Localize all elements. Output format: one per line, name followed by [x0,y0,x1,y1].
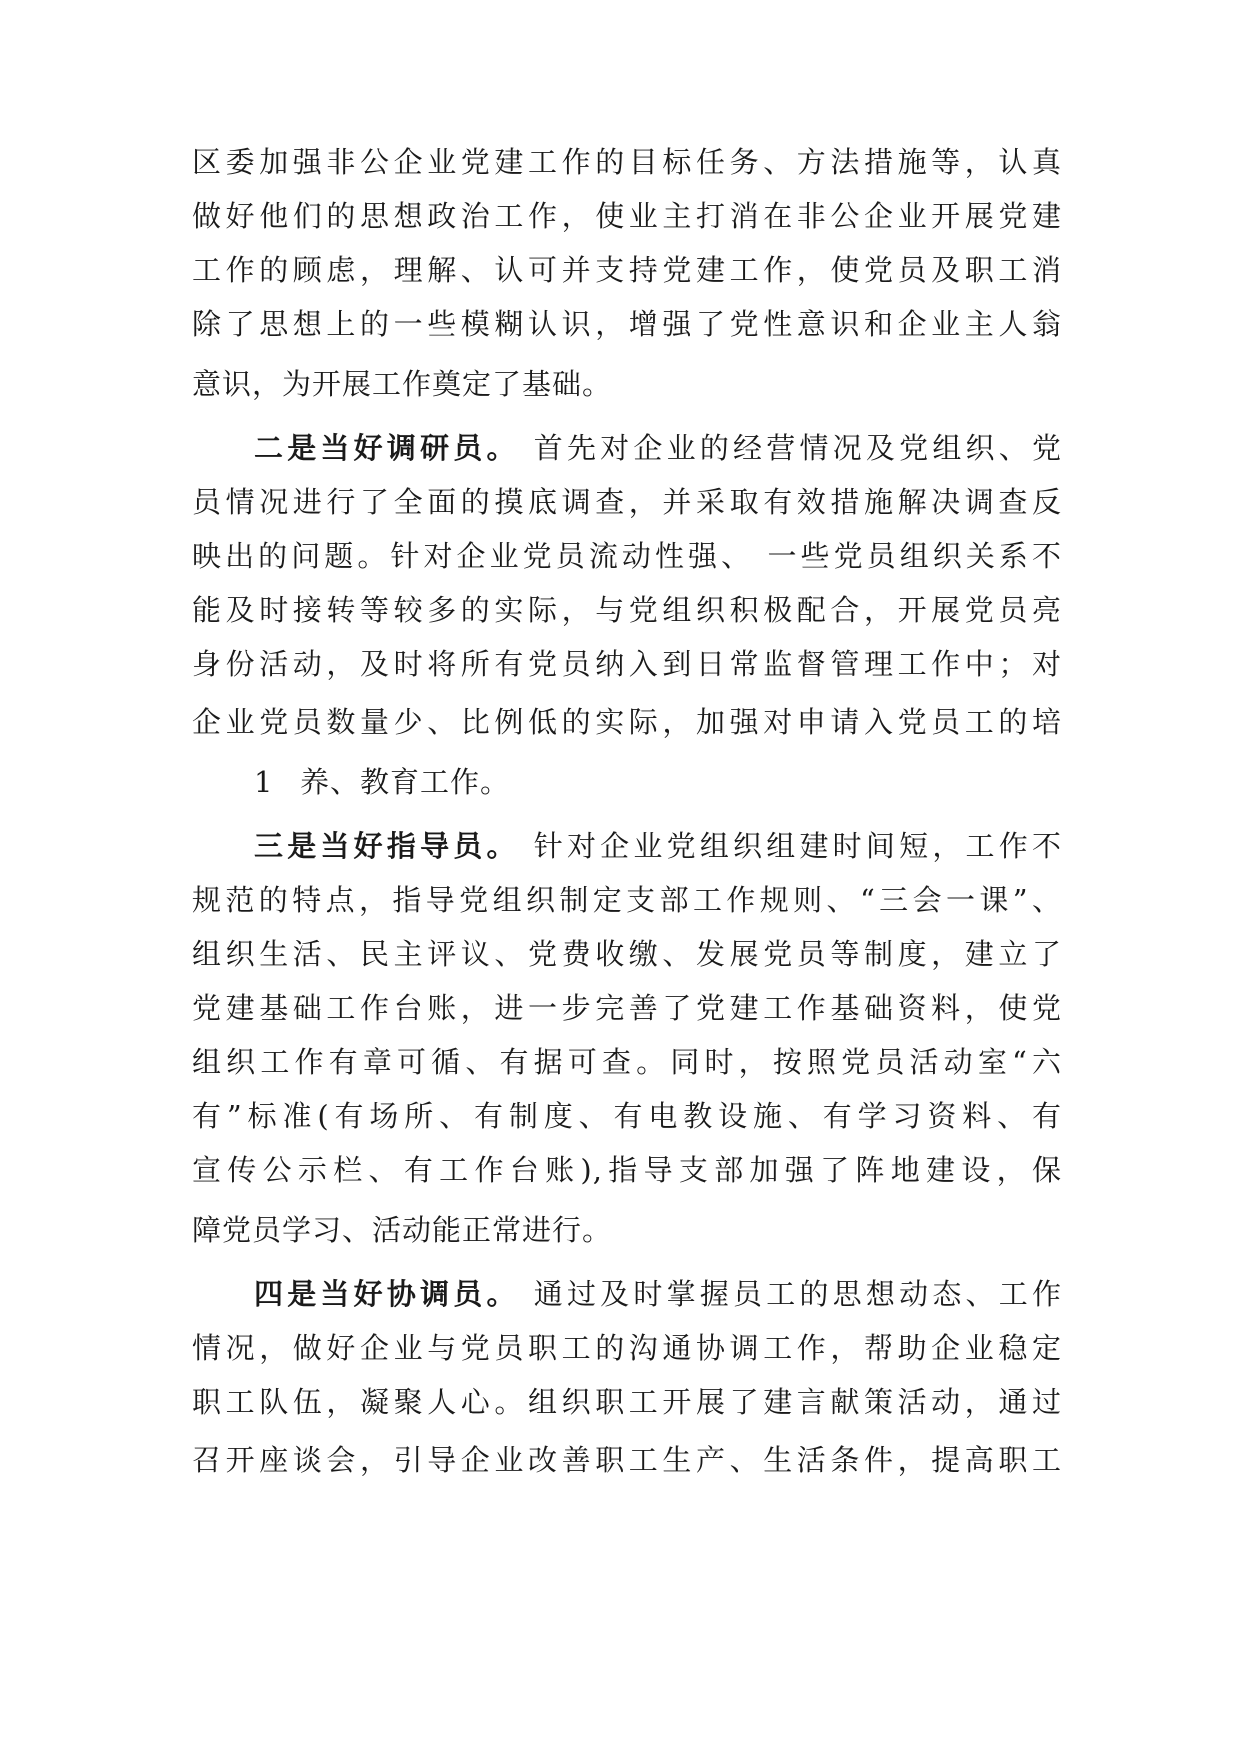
text-line: 规范的特点，指导党组织制定支部工作规则、“三会一课”、 [192,883,1062,917]
text-line: 除了思想上的一些模糊认识，增强了党性意识和企业主人翁 [192,307,1062,341]
text-line: 意识，为开展工作奠定了基础。 [192,367,613,401]
paragraph-text: 首先对企业的经营情况及党组织、党 [533,431,1062,465]
paragraph-first-line [254,826,1062,866]
paragraph-text: 通过及时掌握员工的思想动态、工作 [533,1277,1062,1311]
paragraph-last-line [254,762,1062,802]
text-line: 党建基础工作台账，进一步完善了党建工作基础资料，使党 [192,991,1062,1025]
text-line: 员情况进行了全面的摸底调查，并采取有效措施解决调查反 [192,485,1062,519]
text-line: 情况，做好企业与党员职工的沟通协调工作，帮助企业稳定 [192,1331,1062,1365]
text-line: 做好他们的思想政治工作，使业主打消在非公企业开展党建 [192,199,1062,233]
text-line: 组织生活、民主评议、党费收缴、发展党员等制度，建立了 [192,937,1062,971]
text-line: 映出的问题。针对企业党员流动性强、 一些党员组织关系不 [192,539,1062,573]
paragraph-heading: 二是当好调研员。 [254,431,520,465]
text-line: 障党员学习、活动能正常进行。 [192,1213,613,1247]
text-line: 工作的顾虑，理解、认可并支持党建工作，使党员及职工消 [192,253,1062,287]
text-line: 有”标准(有场所、有制度、有电教设施、有学习资料、有 [192,1099,1062,1133]
text-line: 召开座谈会，引导企业改善职工生产、生活条件，提高职工 [192,1443,1062,1477]
text-line: 企业党员数量少、比例低的实际，加强对申请入党员工的培 [192,705,1062,739]
text-line: 区委加强非公企业党建工作的目标任务、方法措施等，认真 [192,145,1062,179]
text-line: 宣传公示栏、有工作台账),指导支部加强了阵地建设，保 [192,1153,1062,1187]
paragraph-first-line [254,428,1062,468]
paragraph-first-line [254,1274,1062,1314]
paragraph-text: 养、教育工作。 [300,765,511,799]
text-line: 身份活动，及时将所有党员纳入到日常监督管理工作中；对 [192,647,1062,681]
text-line: 职工队伍，凝聚人心。组织职工开展了建言献策活动，通过 [192,1385,1062,1419]
page-number: 1 [254,765,274,799]
text-line: 组织工作有章可循、有据可查。同时，按照党员活动室“六 [192,1045,1062,1079]
paragraph-heading: 三是当好指导员。 [254,829,520,863]
paragraph-heading: 四是当好协调员。 [254,1277,520,1311]
text-line: 能及时接转等较多的实际，与党组织积极配合，开展党员亮 [192,593,1062,627]
paragraph-text: 针对企业党组织组建时间短，工作不 [533,829,1062,863]
